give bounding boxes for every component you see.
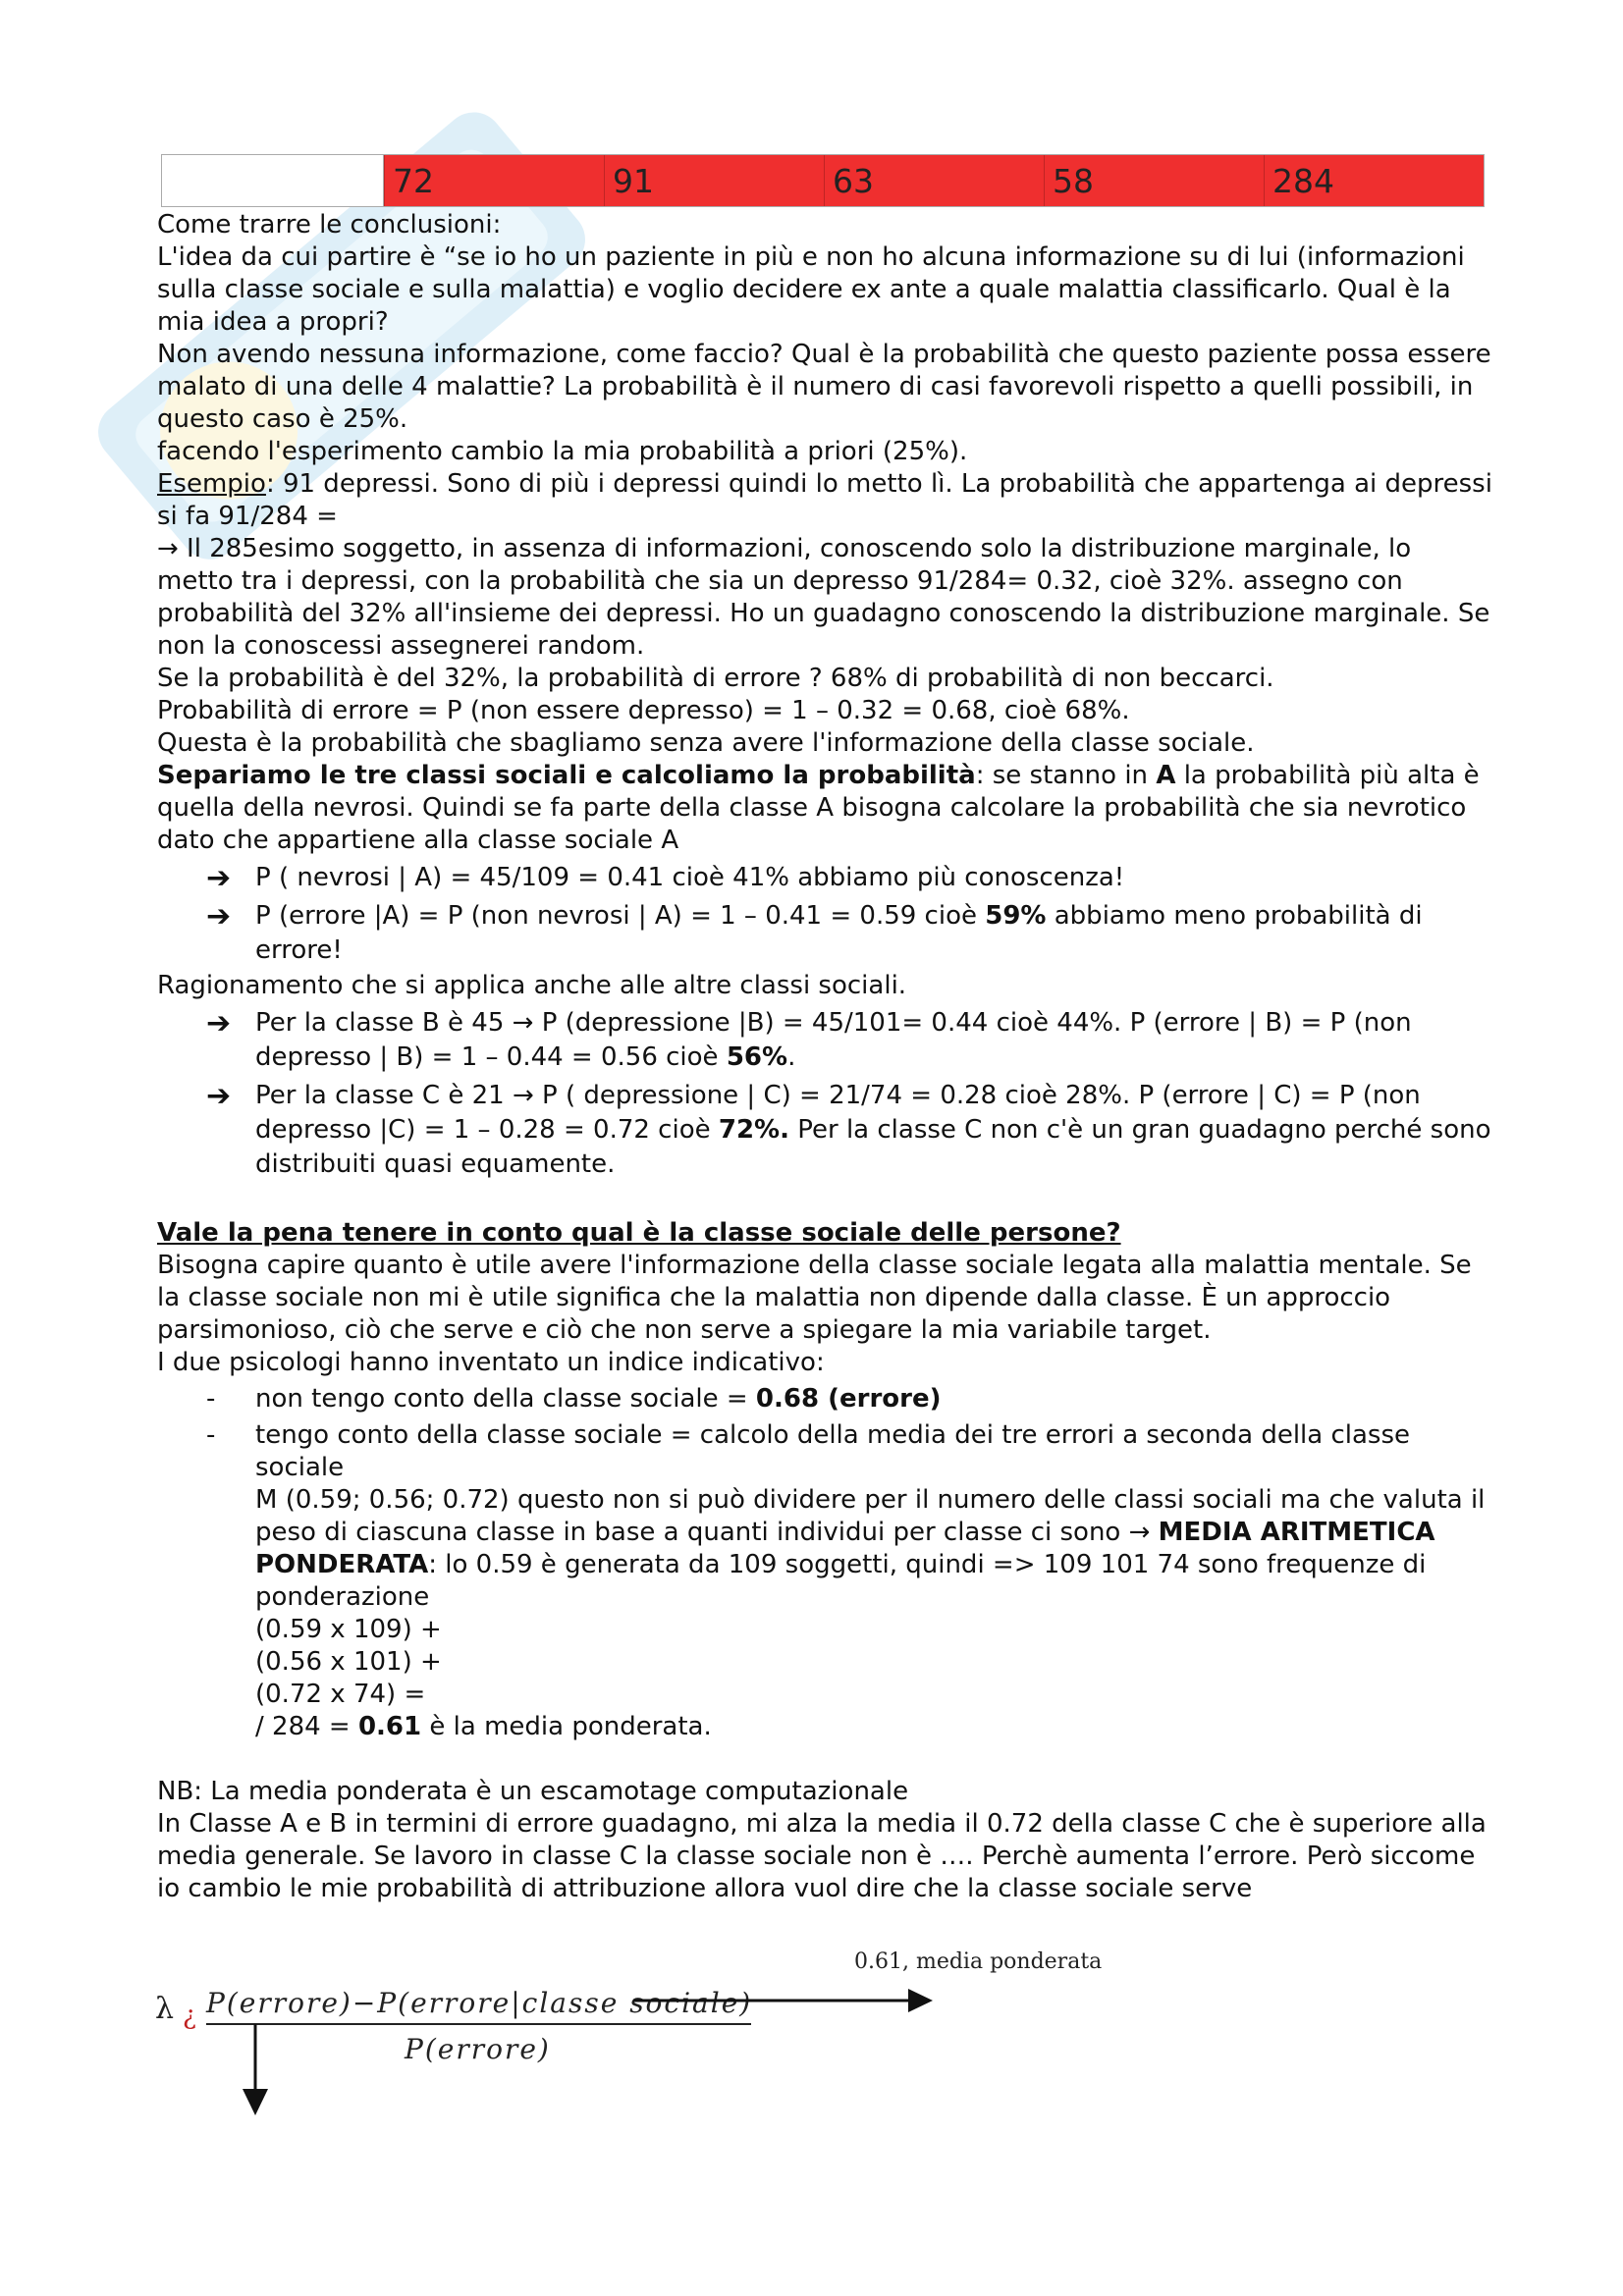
arrow-bullet-icon: ➔ xyxy=(206,1006,232,1041)
list-item xyxy=(157,1383,1492,1415)
list-item xyxy=(157,899,1492,968)
bold-text: 0.61 xyxy=(357,1712,422,1741)
table-cell: 58 xyxy=(1044,155,1264,206)
bold-text: A xyxy=(1156,761,1176,790)
formula-line: (0.59 x 109) + xyxy=(255,1615,442,1644)
section-heading: Vale la pena tenere in conto qual è la classe sociale delle persone? xyxy=(157,1218,1121,1248)
list-item-text xyxy=(255,1079,1492,1182)
paragraph: Bisogna capire quanto è utile avere l'informazione della classe sociale legata alla malattia mentale. Se la classe sociale non mi è utile significa che la malattia non dipende dalla classe. È un approccio parsimonioso, ciò che serve e ciò che non serve a spiegare la mia variabile target. xyxy=(157,1251,1472,1345)
table-cell-empty xyxy=(162,155,384,206)
list-item-text xyxy=(255,899,1492,968)
formula-line xyxy=(255,1711,1492,1743)
arrow-bullet-icon: ➔ xyxy=(206,1079,232,1113)
table-cell: 63 xyxy=(824,155,1044,206)
text-run: Per la classe C non c'è un gran guadagno perché sono distribuiti quasi equamente. xyxy=(255,1115,1491,1179)
bold-text: 59% xyxy=(985,901,1047,931)
paragraph: Come trarre le conclusioni: xyxy=(157,210,502,240)
table-cell: 284 xyxy=(1264,155,1484,206)
list-item xyxy=(157,861,1492,895)
inverted-question-mark: ¿ xyxy=(183,2002,196,2031)
document-body xyxy=(157,154,1492,1905)
down-arrow-head-icon xyxy=(243,2089,268,2115)
list-item-text xyxy=(255,1383,1492,1415)
bold-text: Separiamo le tre classi sociali e calcoliamo la probabilità xyxy=(157,761,976,790)
bold-text: 56% xyxy=(726,1042,788,1072)
list-item-text: P ( nevrosi | A) = 45/109 = 0.41 cioè 41% abbiamo più conoscenza! xyxy=(255,863,1125,892)
table-cell: 72 xyxy=(384,155,604,206)
formula-numerator: P(errore)−P(errore|classe sociale) xyxy=(206,1987,753,2019)
dash-bullet: - xyxy=(206,1420,216,1450)
paragraph: Se la probabilità è del 32%, la probabilità di errore ? 68% di probabilità di non beccarci. xyxy=(157,664,1274,693)
formula-annotation: 0.61, media ponderata xyxy=(854,1949,1103,1974)
list-item xyxy=(157,1006,1492,1075)
paragraph xyxy=(157,468,1492,533)
example-label: Esempio xyxy=(157,469,266,499)
text-run: P (errore |A) = P (non nevrosi | A) = 1 – 0.41 = 0.59 cioè xyxy=(255,901,986,931)
text-run: Per la classe C è 21 → P ( depressione | C) = 21/74 = 0.28 cioè 28%. P (errore | C) = P (non depresso |C) = 1 – 0.28 = 0.72 cioè xyxy=(255,1081,1421,1145)
list-item xyxy=(157,1419,1492,1743)
text-run xyxy=(255,1484,1492,1614)
text-run: : 91 depressi. Sono di più i depressi quindi lo metto lì. La probabilità che appartenga ai depressi si fa 91/284 = xyxy=(157,469,1492,531)
paragraph: In Classe A e B in termini di errore guadagno, mi alza la media il 0.72 della classe C che è superiore alla media generale. Se lavoro in classe C la classe sociale non è …. Perchè aumenta l’errore. Però siccome io cambio le mie probabilità di attribuzione allora vuol dire che la classe sociale serve xyxy=(157,1809,1487,1903)
text-run: / 284 = xyxy=(255,1712,358,1741)
list-item-text xyxy=(255,1006,1492,1075)
text-run: tengo conto della classe sociale = calcolo della media dei tre errori a seconda della classe sociale xyxy=(255,1420,1411,1482)
frequency-table-row xyxy=(161,154,1485,207)
paragraph: L'idea da cui partire è “se io ho un paziente in più e non ho alcuna informazione su di lui (informazioni sulla classe sociale e sulla malattia) e voglio decidere ex ante a quale malattia classificarlo. Qual è la mia idea a propri? xyxy=(157,242,1465,337)
list-item xyxy=(157,1079,1492,1182)
text-run: la probabilità più alta è quella della nevrosi. Quindi se fa parte della classe A bisogna calcolare la probabilità che sia nevrotico dato che appartiene alla classe sociale A xyxy=(157,761,1480,855)
formula-line: (0.56 x 101) + xyxy=(255,1647,442,1677)
paragraph xyxy=(157,760,1492,857)
formula-line: (0.72 x 74) = xyxy=(255,1680,426,1709)
arrow-bullet-icon: ➔ xyxy=(206,899,232,934)
text-run: . xyxy=(787,1042,796,1072)
paragraph: Probabilità di errore = P (non essere depresso) = 1 – 0.32 = 0.68, cioè 68%. xyxy=(157,696,1130,725)
lambda-formula xyxy=(147,1944,1129,2130)
paragraph: NB: La media ponderata è un escamotage computazionale xyxy=(157,1777,909,1806)
formula-denominator: P(errore) xyxy=(405,2033,551,2065)
text-run: è la media ponderata. xyxy=(421,1712,712,1741)
text-run: non tengo conto della classe sociale = xyxy=(255,1384,756,1414)
table-cell: 91 xyxy=(604,155,824,206)
paragraph: Questa è la probabilità che sbagliamo senza avere l'informazione della classe sociale. xyxy=(157,728,1255,758)
paragraph: Ragionamento che si applica anche alle altre classi sociali. xyxy=(157,971,907,1000)
bold-text: 72%. xyxy=(718,1115,789,1145)
paragraph: Non avendo nessuna informazione, come faccio? Qual è la probabilità che questo paziente possa essere malato di una delle 4 malattie? La probabilità è il numero di casi favorevoli rispetto a quelli possibili, in questo caso è 25%. xyxy=(157,340,1491,434)
paragraph: I due psicologi hanno inventato un indice indicativo: xyxy=(157,1348,825,1377)
dash-bullet: - xyxy=(206,1384,216,1414)
list-item-text xyxy=(255,1419,1492,1743)
right-arrow-head-icon xyxy=(908,1989,933,2012)
paragraph: → Il 285esimo soggetto, in assenza di informazioni, conoscendo solo la distribuzione marginale, lo metto tra i depressi, con la probabilità che sia un depresso 91/284= 0.32, cioè 32%. assegno con probabilità del 32% all'insieme dei depressi. Ho un guadagno conoscendo la distribuzione marginale. Se non la conoscessi assegnerei random. xyxy=(157,534,1490,661)
text-run: Per la classe B è 45 → P (depressione |B) = 45/101= 0.44 cioè 44%. P (errore | B) = P (non depresso | B) = 1 – 0.44 = 0.56 cioè xyxy=(255,1008,1412,1072)
bold-text: 0.68 (errore) xyxy=(755,1384,942,1414)
paragraph: facendo l'esperimento cambio la mia probabilità a priori (25%). xyxy=(157,437,968,466)
bold-text: MEDIA ARITMETICA PONDERATA xyxy=(255,1518,1435,1579)
text-run: : lo 0.59 è generata da 109 soggetti, quindi => 109 101 74 sono frequenze di ponderazione xyxy=(255,1550,1427,1612)
lambda-symbol: λ xyxy=(155,1992,175,2026)
text-run: : se stanno in xyxy=(975,761,1157,790)
text-run: abbiamo meno probabilità di errore! xyxy=(255,901,1423,965)
arrow-bullet-icon: ➔ xyxy=(206,861,232,895)
text-run: M (0.59; 0.56; 0.72) questo non si può dividere per il numero delle classi sociali ma che valuta il peso di ciascuna classe in base a quanti individui per classe ci sono → xyxy=(255,1485,1486,1547)
